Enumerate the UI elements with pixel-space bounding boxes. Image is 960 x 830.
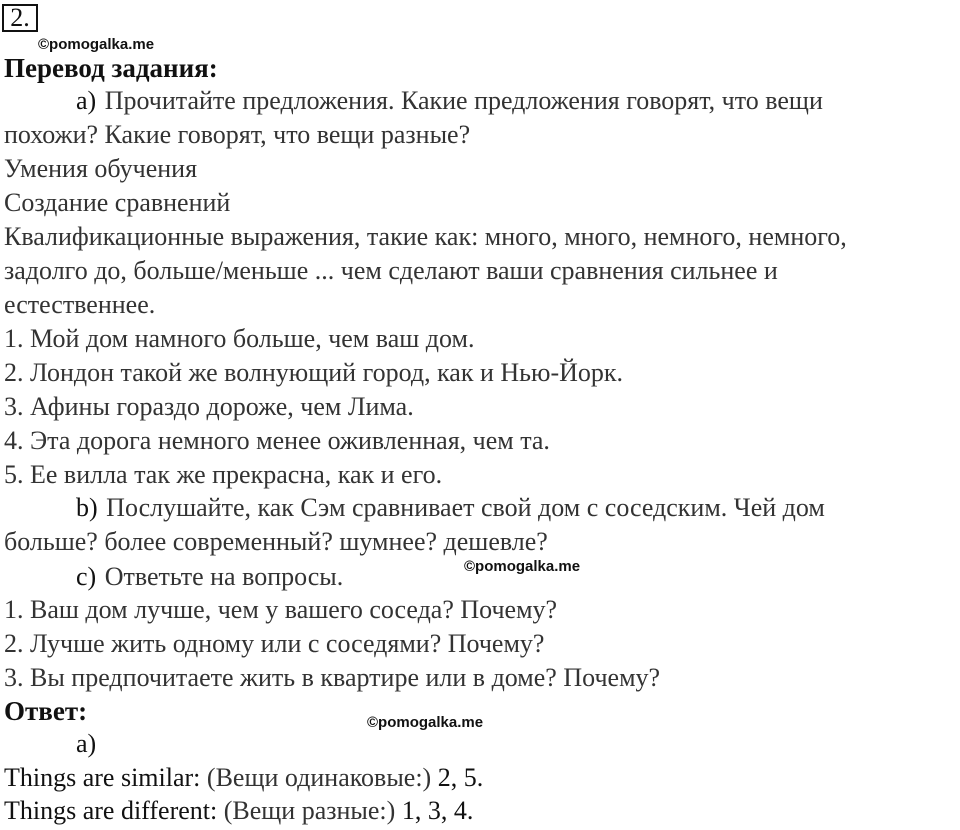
question-item: 2. Лучше жить одному или с соседями? Почему?	[4, 629, 545, 658]
sentence-item: 5. Ее вилла так же прекрасна, как и его.	[4, 460, 443, 489]
learning-skills-label: Умения обучения	[4, 154, 198, 183]
sentence-item: 4. Эта дорога немного менее оживленная, чем та.	[4, 426, 550, 455]
answer-similar-ru: (Вещи одинаковые:)	[206, 763, 432, 792]
sentence-item: 3. Афины гораздо дороже, чем Лима.	[4, 392, 414, 421]
part-c-text: Ответьте на вопросы.	[104, 562, 344, 591]
making-comparisons-label: Создание сравнений	[4, 188, 231, 217]
answer-similar-en: Things are similar:	[4, 763, 201, 792]
part-a-line-2: похожи? Какие говорят, что вещи разные?	[4, 120, 471, 149]
question-item: 1. Ваш дом лучше, чем у вашего соседа? Почему?	[4, 595, 558, 624]
answer-different-en: Things are different:	[4, 796, 218, 825]
answer-part-a-marker: a)	[76, 729, 97, 758]
part-b-text-1: Послушайте, как Сэм сравнивает свой дом с соседским. Чей дом	[106, 493, 825, 522]
answer-different-nums: 1, 3, 4.	[401, 796, 474, 825]
watermark: ©pomogalka.me	[367, 714, 484, 731]
watermark: ©pomogalka.me	[464, 558, 581, 575]
part-a-line-1	[76, 85, 823, 117]
translation-heading: Перевод задания:	[4, 53, 218, 83]
part-b-line-1	[76, 492, 825, 524]
watermark: ©pomogalka.me	[38, 36, 155, 53]
sentence-item: 1. Мой дом намного больше, чем ваш дом.	[4, 324, 475, 353]
answer-heading: Ответ:	[4, 696, 88, 726]
task-number-box: 2.	[2, 4, 38, 32]
part-b-line-2: больше? более современный? шумнее? дешевле?	[4, 527, 548, 556]
qualifying-line-1: Квалификационные выражения, такие как: много, много, немного, немного,	[4, 222, 847, 251]
sentence-item: 2. Лондон такой же волнующий город, как и Нью-Йорк.	[4, 358, 624, 387]
answer-similar-line	[4, 762, 483, 794]
part-c-line	[76, 561, 343, 593]
qualifying-line-2: задолго до, больше/меньше ... чем сделают ваши сравнения сильнее и	[4, 256, 778, 285]
answer-similar-nums: 2, 5.	[437, 763, 484, 792]
part-b-marker: b)	[76, 493, 98, 522]
answer-different-line	[4, 795, 473, 827]
part-a-text-1: Прочитайте предложения. Какие предложения говорят, что вещи	[104, 86, 823, 115]
question-item: 3. Вы предпочитаете жить в квартире или в доме? Почему?	[4, 663, 661, 692]
answer-different-ru: (Вещи разные:)	[223, 796, 396, 825]
part-a-marker: a)	[76, 86, 97, 115]
qualifying-line-3: естественнее.	[4, 290, 156, 319]
part-c-marker: c)	[76, 562, 97, 591]
